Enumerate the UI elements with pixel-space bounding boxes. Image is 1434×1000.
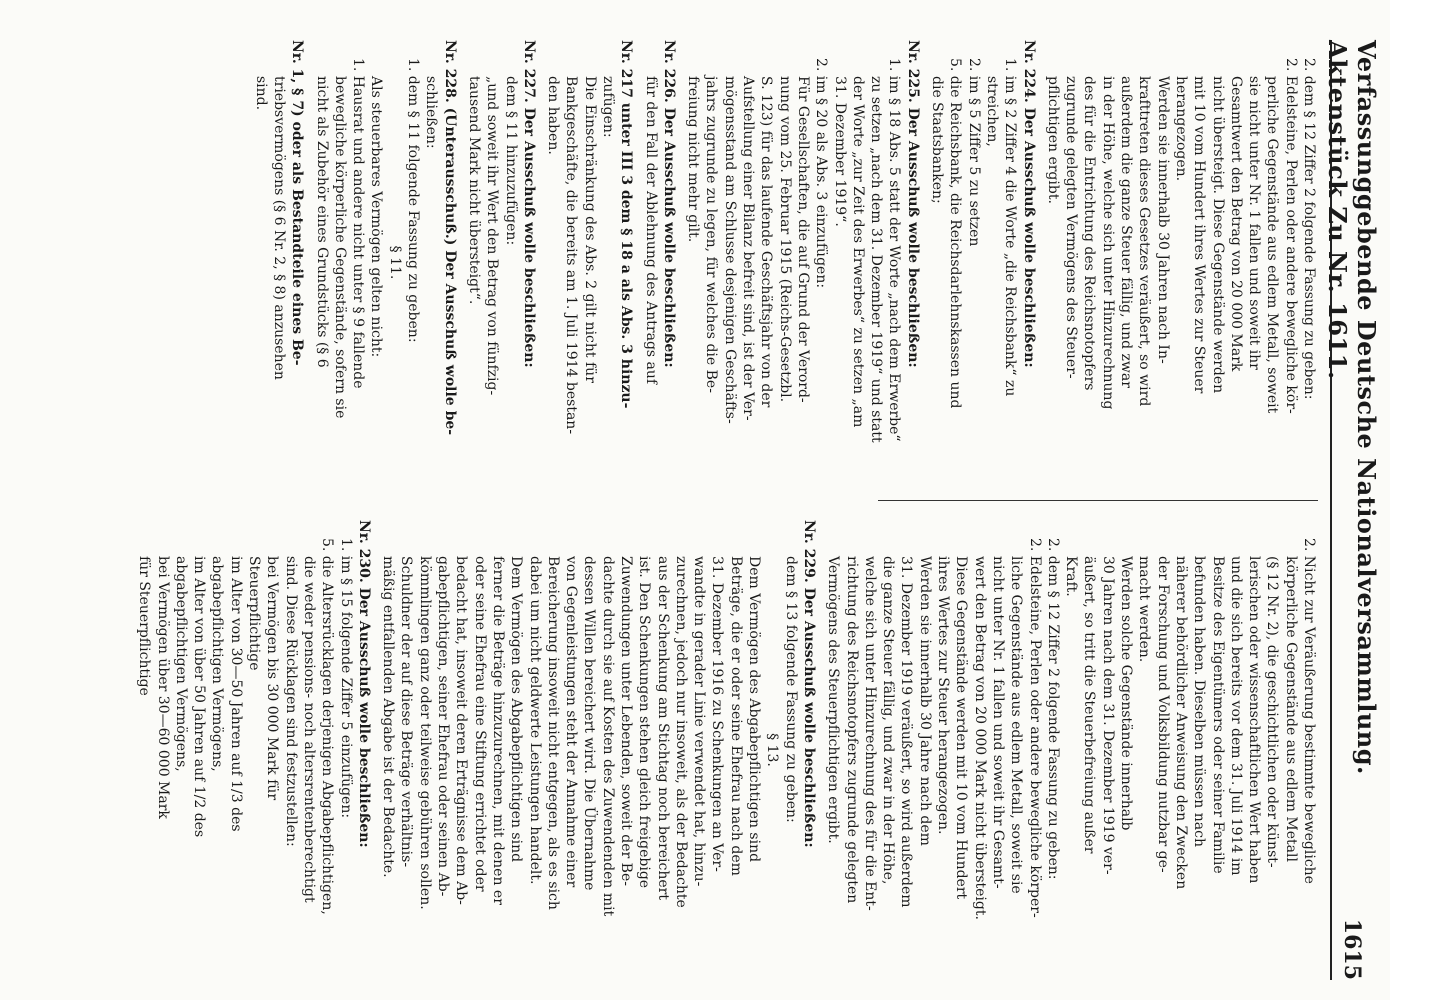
- text-line: Die Einschränkung des Abs. 2 gilt nicht für: [581, 76, 598, 383]
- text-line: Dem Vermögen des Abgabepflichtigen sind: [746, 556, 763, 863]
- text-line: aus der Schenkung am Stichtag noch bereichert: [654, 556, 671, 900]
- text-line: äußert, so tritt die Steuerbefreiung außer: [1081, 556, 1098, 854]
- text-line: streichen,: [983, 76, 1000, 147]
- text-line: Nr. 228. (Unterausschuß.) Der Ausschuß wolle be-: [441, 40, 458, 436]
- text-line: Nr. 217 unter III 3 dem § 18 a als Abs. 3 hinzu-: [618, 40, 635, 409]
- text-line: 30 Jahren nach dem 31. Dezember 1919 ver-: [1099, 556, 1116, 875]
- text-line: des für die Entrichtung des Reichsnotopfers: [1081, 76, 1098, 391]
- text-line: ihres Wertes zur Steuer herangezogen.: [935, 556, 952, 835]
- text-line: Nr. 225. Der Ausschuß wolle beschließen:: [904, 40, 921, 368]
- text-line: nicht als Zubehör eines Grundstücks (§ 6: [313, 76, 330, 368]
- text-line: Dem Vermögen des Abgabepflichtigen sind: [508, 556, 525, 863]
- text-line: die weder pensions- noch altersrentenberechtigt: [300, 556, 317, 903]
- text-line: Als steuerbares Vermögen gelten nicht:: [368, 76, 385, 358]
- text-line: wandte in gerader Linie verwendet hat, hinzu-: [691, 556, 708, 887]
- text-line: sind.: [252, 76, 269, 111]
- text-line: nicht übersteigt. Diese Gegenstände werden: [1209, 76, 1226, 394]
- text-line: im Alter von 30—50 Jahren auf 1/3 des: [227, 556, 244, 832]
- text-line: 2. dem § 12 Ziffer 2 folgende Fassung zu geben:: [1044, 538, 1061, 880]
- text-line: bei Vermögen bis 30 000 Mark für: [264, 556, 281, 801]
- text-line: im Alter von über 50 Jahren auf 1/2 des: [191, 556, 208, 838]
- text-line: und die sich bereits vor dem 31. Juli 1914 im: [1227, 556, 1244, 876]
- text-line: Zuwendungen unter Lebenden, soweit der Be-: [618, 556, 635, 886]
- text-line: 2. Edelsteine, Perlen oder andere bewegliche kör-: [1282, 58, 1299, 414]
- text-line: die ganze Steuer fällig, und zwar in der Höhe,: [880, 556, 897, 885]
- text-line: den haben.: [545, 76, 562, 155]
- text-line: jahrs zugrunde zu legen, für welches die Be-: [703, 76, 720, 393]
- text-line: liche Gegenstände aus edlem Metall, soweit sie: [1008, 556, 1025, 894]
- text-line: zu setzen „nach dem 31. Dezember 1919“ und statt: [868, 76, 885, 443]
- text-line: körperliche Gegenstände aus edlem Metall: [1282, 556, 1299, 862]
- text-line: tausend Mark nicht übersteigt“.: [465, 76, 482, 305]
- text-line: perliche Gegenstände aus edlem Metall, soweit: [1264, 76, 1281, 414]
- text-line: bewegliche körperliche Gegenstände, sofern sie: [331, 76, 348, 419]
- text-line: dachte durch sie auf Kosten des Zuwendenden mit: [599, 556, 616, 917]
- text-line: Nr. 227. Der Ausschuß wolle beschließen:: [520, 40, 537, 368]
- text-line: Gesamtwert den Betrag von 20 000 Mark: [1227, 76, 1244, 372]
- text-line: pflichtigen ergibt.: [1044, 76, 1061, 204]
- text-line: sie nicht unter Nr. 1 fallen und soweit ihr: [1246, 76, 1263, 370]
- text-line: triebsvermögens (§ 6 Nr. 2, § 8) anzusehen: [270, 76, 287, 380]
- text-line: der Worte „zur Zeit des Erwerbes“ zu setzen „am: [849, 76, 866, 428]
- text-line: macht werden.: [1136, 556, 1153, 663]
- text-line: Aufstellung einer Bilanz befreit sind, ist der Ver-: [740, 76, 757, 421]
- text-line: Nr. 230. Der Ausschuß wolle beschließen:: [355, 520, 372, 848]
- text-line: dem § 11 hinzuzufügen:: [502, 76, 519, 246]
- text-line: Für Gesellschaften, die auf Grund der Verord-: [794, 76, 811, 403]
- text-line: 1. dem § 11 folgende Fassung zu geben:: [405, 58, 422, 343]
- text-line: bedacht hat, insoweit deren Erträgnisse dem Ab-: [453, 556, 470, 905]
- text-line: außerdem die ganze Steuer fällig, und zwar: [1118, 76, 1135, 388]
- text-line: Diese Gegenstände werden mit 10 vom Hundert: [953, 556, 970, 900]
- text-line: lerischen oder wissenschaftlichen Wert haben: [1246, 556, 1263, 884]
- right-column: [135, 520, 1318, 980]
- text-line: Werden sie innerhalb 30 Jahre nach dem: [916, 556, 933, 846]
- text-line: mäßig entfallenden Abgabe ist der Bedachte.: [380, 556, 397, 878]
- text-line: 31. Dezember 1919“.: [831, 76, 848, 227]
- text-line: abgabepflichtigen Vermögens,: [209, 556, 226, 772]
- text-line: 1. im § 15 folgende Ziffer 5 einzufügen:: [337, 538, 354, 819]
- text-line: richtung des Reichsnotopfers zugrunde gelegten: [843, 556, 860, 904]
- text-line: Vermögens des Steuerpflichtigen ergibt.: [825, 556, 842, 844]
- text-line: 2. Edelsteine, Perlen oder andere bewegliche körper-: [1026, 538, 1043, 918]
- page-number: 1615: [1339, 918, 1365, 980]
- text-line: 1. im § 2 Ziffer 4 die Worte „die Reichsbank“ zu: [1002, 58, 1019, 397]
- text-line: ist. Den Schenkungen stehen gleich freigebige: [636, 556, 653, 889]
- text-line: herangezogen.: [1172, 76, 1189, 182]
- text-line: der Forschung und Volksbildung nutzbar ge-: [1154, 556, 1171, 873]
- text-line: 2. im § 5 Ziffer 5 zu setzen: [965, 58, 982, 247]
- text-line: Kraft.: [1063, 556, 1080, 597]
- text-line: nicht unter Nr. 1 fallen und soweit ihr Gesamt-: [989, 556, 1006, 889]
- text-line: 31. Dezember 1916 zu Schenkungen an Ver-: [709, 556, 726, 872]
- text-line: 2. dem § 12 Ziffer 2 folgende Fassung zu geben:: [1301, 58, 1317, 400]
- text-line: in der Höhe, welche sich unter Hinzurechnung: [1099, 76, 1116, 410]
- text-line: von Gegenleistungen steht der Annahme einer: [563, 556, 580, 888]
- text-line: Besitze des Eigentümers oder seiner Familie: [1209, 556, 1226, 874]
- page-title: Verfassunggebende Deutsche Nationalversammlung. Aktenstück Zu Nr. 1611.: [1323, 40, 1381, 775]
- text-line: wert den Betrag von 20 000 Mark nicht übersteigt.: [971, 556, 988, 920]
- text-line: die Staatsbanken;: [929, 76, 946, 204]
- text-line: abgabepflichtigen Vermögens,: [172, 556, 189, 772]
- text-line: ferner die Beträge hinzuzurechnen, mit denen er: [489, 556, 506, 905]
- text-line: nung vom 25. Februar 1915 (Reichs-Gesetzbl.: [776, 76, 793, 403]
- text-line: zugrunde gelegten Vermögens des Steuer-: [1063, 76, 1080, 379]
- text-line: mögensstand am Schlusse desjenigen Geschäfts-: [721, 76, 738, 424]
- text-line: näherer behördlicher Anweisung den Zwecken: [1172, 556, 1189, 890]
- text-line: mit 10 vom Hundert ihres Wertes zur Steuer: [1191, 76, 1208, 394]
- left-column: [251, 40, 1318, 485]
- text-line: Bereicherung insoweit nicht entgegen, als es sich: [544, 556, 561, 910]
- text-line: 1. im § 18 Abs. 5 statt der Worte „nach dem Erwerbe“: [886, 58, 903, 442]
- text-line: „und soweit ihr Wert den Betrag von fünfzig-: [484, 76, 501, 396]
- text-line: 5. die Reichsbank, die Reichsdarlehnskassen und: [947, 58, 964, 409]
- text-line: dem § 13 folgende Fassung zu geben:: [782, 556, 799, 823]
- text-line: 2. Nicht zur Veräußerung bestimmte bewegliche: [1301, 538, 1317, 884]
- text-line: gabepflichtigen, seiner Ehefrau oder seinen Ab-: [435, 556, 452, 897]
- text-line: § 13.: [764, 733, 781, 767]
- text-line: oder seine Ehefrau eine Stiftung errichtet oder: [471, 556, 488, 892]
- text-line: Werden sie innerhalb 30 Jahren nach In-: [1154, 76, 1171, 364]
- page-header: [1323, 40, 1381, 980]
- text-line: Nr. 1, § 7) oder als Bestandteile eines Be-: [289, 40, 306, 366]
- text-line: 1. Hausrat und andere nicht unter § 9 fallende: [350, 58, 367, 389]
- text-line: Nr. 226. Der Ausschuß wolle beschließen:: [660, 40, 677, 368]
- column-divider: [878, 500, 1318, 501]
- text-line: 5. die Altersrücklagen derjenigen Abgabepflichtigen,: [319, 538, 336, 915]
- text-line: Schuldner der auf diese Beträge verhältnis-: [398, 556, 415, 868]
- text-line: zufügen:: [600, 76, 617, 138]
- text-line: § 11.: [386, 245, 403, 280]
- text-line: Nr. 224. Der Ausschuß wolle beschließen:: [1020, 40, 1037, 368]
- text-line: dabei um nicht geldwerte Leistungen handelt.: [526, 556, 543, 885]
- text-line: für Steuerpflichtige: [136, 556, 153, 696]
- text-line: welche sich unter Hinzurechnung des für die Ent-: [861, 556, 878, 911]
- text-line: Bankgeschäfte, die bereits am 1. Juli 1914 bestan-: [563, 76, 580, 435]
- text-line: Steuerpflichtige: [246, 556, 263, 671]
- text-line: (§ 12 Nr. 2), die geschichtlichen oder künst-: [1264, 556, 1281, 868]
- text-line: sind. Diese Rücklagen sind festzustellen:: [282, 556, 299, 847]
- text-line: 31. Dezember 1919 veräußert, so wird außerdem: [898, 556, 915, 908]
- text-line: kömmlingen ganz oder teilweise gebühren sollen.: [416, 556, 433, 910]
- text-line: befunden haben. Dieselben müssen nach: [1191, 556, 1208, 847]
- text-line: 2. im § 20 als Abs. 3 einzufügen:: [813, 58, 830, 289]
- text-line: S. 123) für das laufende Geschäftsjahr von der: [758, 76, 775, 408]
- text-line: krafttreten dieses Gesetzes veräußert, so wird: [1136, 76, 1153, 407]
- text-line: Werden solche Gegenstände innerhalb: [1118, 556, 1135, 831]
- text-line: freiung nicht mehr gilt.: [685, 76, 702, 243]
- text-line: Nr. 229. Der Ausschuß wolle beschließen:: [800, 520, 817, 848]
- text-line: dessen Willen bereichert wird. Die Übernahme: [581, 556, 598, 891]
- text-line: zurechnen, jedoch nur insoweit, als der Bedachte: [672, 556, 689, 908]
- text-line: für den Fall der Ablehnung des Antrags auf: [642, 76, 659, 385]
- text-line: Beträge, die er oder seine Ehefrau nach dem: [727, 556, 744, 876]
- text-line: schließen:: [423, 76, 440, 149]
- text-line: bei Vermögen über 30—60 000 Mark: [154, 556, 171, 819]
